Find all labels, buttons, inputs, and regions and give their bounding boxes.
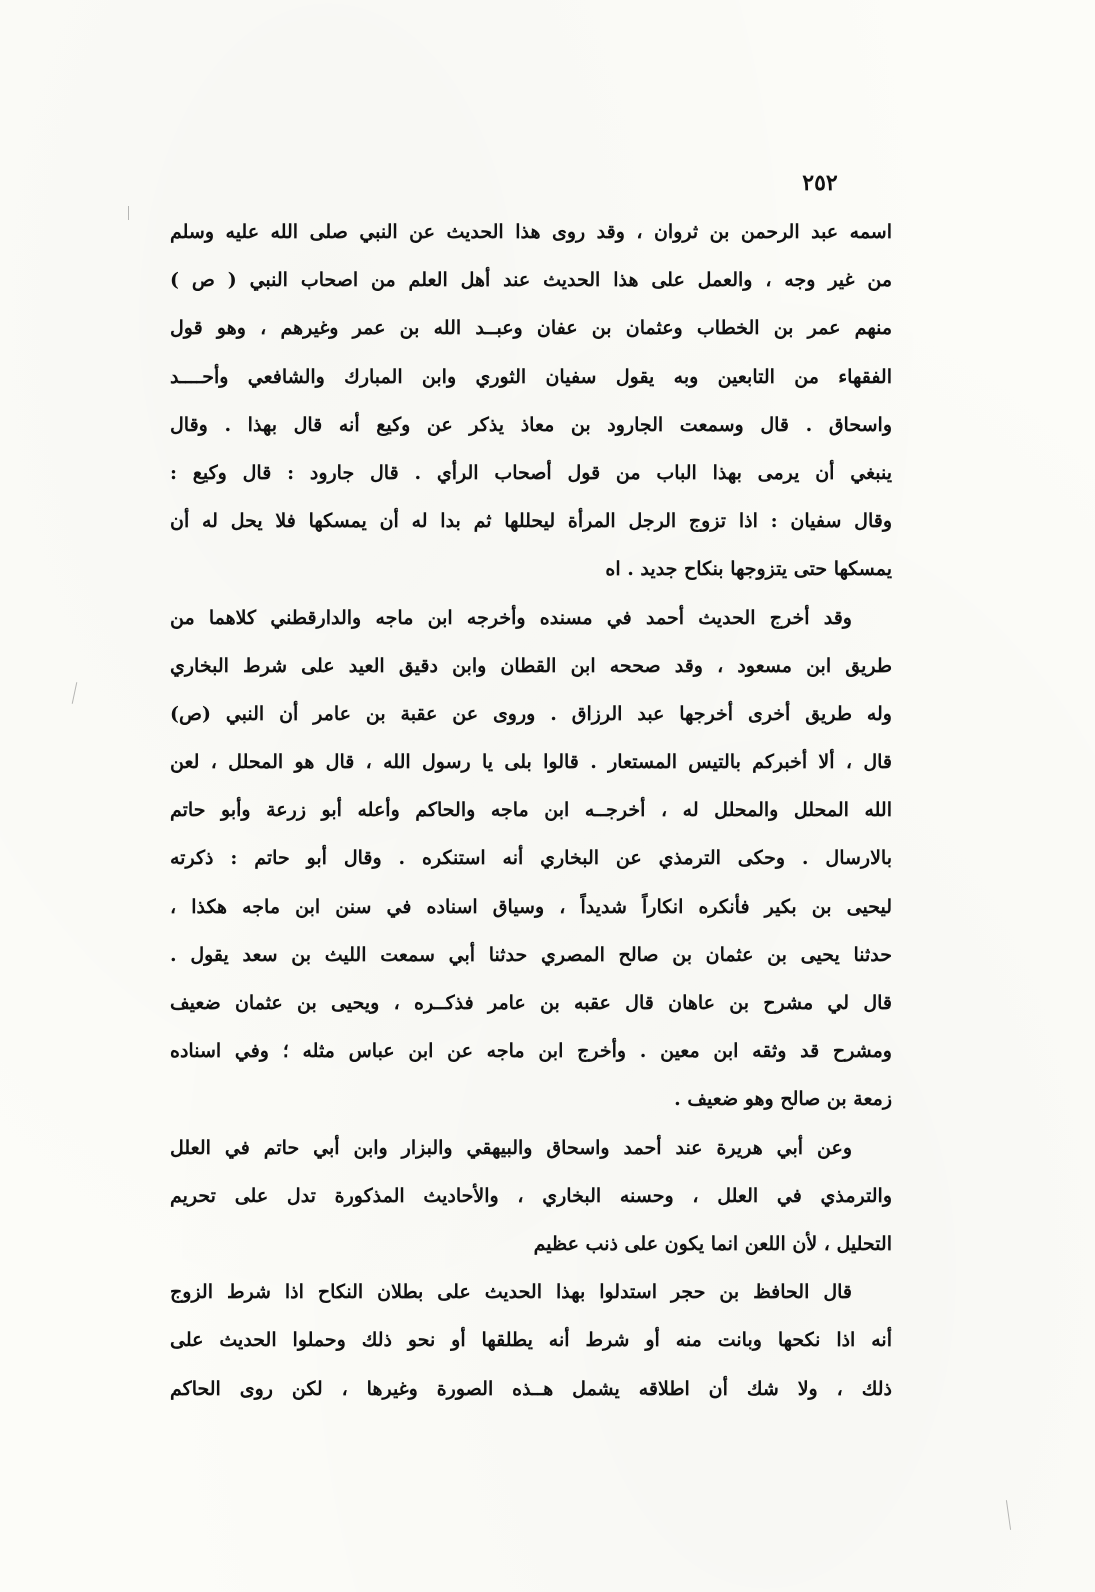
text-line: التحليل ، لأن اللعن انما يكون على ذنب عظيم	[533, 1232, 892, 1255]
paragraph-first-line: وعن أبي هريرة عند أحمد واسحاق والبيهقي والبزار وابن أبي حاتم في العلل	[170, 1136, 852, 1159]
text-line: والترمذي في العلل ، وحسنه البخاري ، والأحاديث المذكورة تدل على تحريم	[170, 1184, 892, 1207]
text-line: اسمه عبد الرحمن بن ثروان ، وقد روى هذا الحديث عن النبي صلى الله عليه وسلم	[170, 221, 892, 243]
text-line: الله المحلل والمحلل له ، أخرجــه ابن ماجه والحاكم وأعله أبو زرعة وأبو حاتم	[170, 799, 892, 822]
page-number: ٢٥٢	[802, 170, 838, 196]
text-line: ليحيى بن بكير فأنكره انكاراً شديداً ، وسياق اسناده في سنن ابن ماجه هكذا ،	[170, 895, 892, 918]
text-line: زمعة بن صالح وهو ضعيف .	[674, 1088, 892, 1111]
text-line: طريق ابن مسعود ، وقد صححه ابن القطان وابن دقيق العيد على شرط البخاري	[170, 654, 892, 677]
text-line: ينبغي أن يرمى بهذا الباب من قول أصحاب الرأي . قال جارود : قال وكيع :	[170, 461, 892, 484]
body-text	[170, 208, 892, 1413]
text-line: قال لي مشرح بن عاهان قال عقبه بن عامر فذكــره ، ويحيى بن عثمان ضعيف	[170, 992, 892, 1014]
text-line: يمسكها حتى يتزوجها بنكاح جديد . اه	[605, 558, 892, 581]
text-line: وقال سفيان : اذا تزوج الرجل المرأة ليحللها ثم بدا له أن يمسكها فلا يحل له أن	[170, 510, 892, 533]
text-line: قال ، ألا أخبركم بالتيس المستعار . قالوا بلى يا رسول الله ، قال هو المحلل ، لعن	[170, 751, 892, 774]
text-line: أنه اذا نكحها وبانت منه أو شرط أنه يطلقها أو نحو ذلك وحملوا الحديث على	[170, 1329, 892, 1352]
text-line: من غير وجه ، والعمل على هذا الحديث عند أهل العلم من اصحاب النبي ( ص )	[170, 269, 892, 292]
text-line: وله طريق أخرى أخرجها عبد الرزاق . وروى عن عقبة بن عامر أن النبي (ص)	[170, 702, 892, 725]
text-line: حدثنا يحيى بن عثمان بن صالح المصري حدثنا أبي سمعت الليث بن سعد يقول .	[170, 943, 892, 966]
text-line: بالارسال . وحكى الترمذي عن البخاري أنه استنكره . وقال أبو حاتم : ذكرته	[170, 847, 892, 870]
text-line: ذلك ، ولا شك أن اطلاقه يشمل هــذه الصورة وغيرها ، لكن روى الحاكم	[170, 1377, 892, 1400]
scan-mark	[72, 682, 78, 704]
text-line: واسحاق . قال وسمعت الجارود بن معاذ يذكر عن وكيع أنه قال بهذا . وقال	[170, 413, 892, 436]
paragraph-first-line: قال الحافظ بن حجر استدلوا بهذا الحديث على بطلان النكاح اذا شرط الزوج	[170, 1281, 852, 1304]
scan-mark	[128, 206, 129, 220]
text-line: منهم عمر بن الخطاب وعثمان بن عفان وعبــد الله بن عمر وغيرهم ، وهو قول	[170, 317, 892, 340]
paragraph-first-line: وقد أخرج الحديث أحمد في مسنده وأخرجه ابن ماجه والدارقطني كلاهما من	[170, 606, 852, 629]
text-line: الفقهاء من التابعين وبه يقول سفيان الثوري وابن المبارك والشافعي وأحــــد	[170, 365, 892, 388]
text-line: ومشرح قد وثقه ابن معين . وأخرج ابن ماجه عن ابن عباس مثله ؛ وفي اسناده	[170, 1040, 892, 1063]
scan-mark	[1006, 1500, 1011, 1530]
